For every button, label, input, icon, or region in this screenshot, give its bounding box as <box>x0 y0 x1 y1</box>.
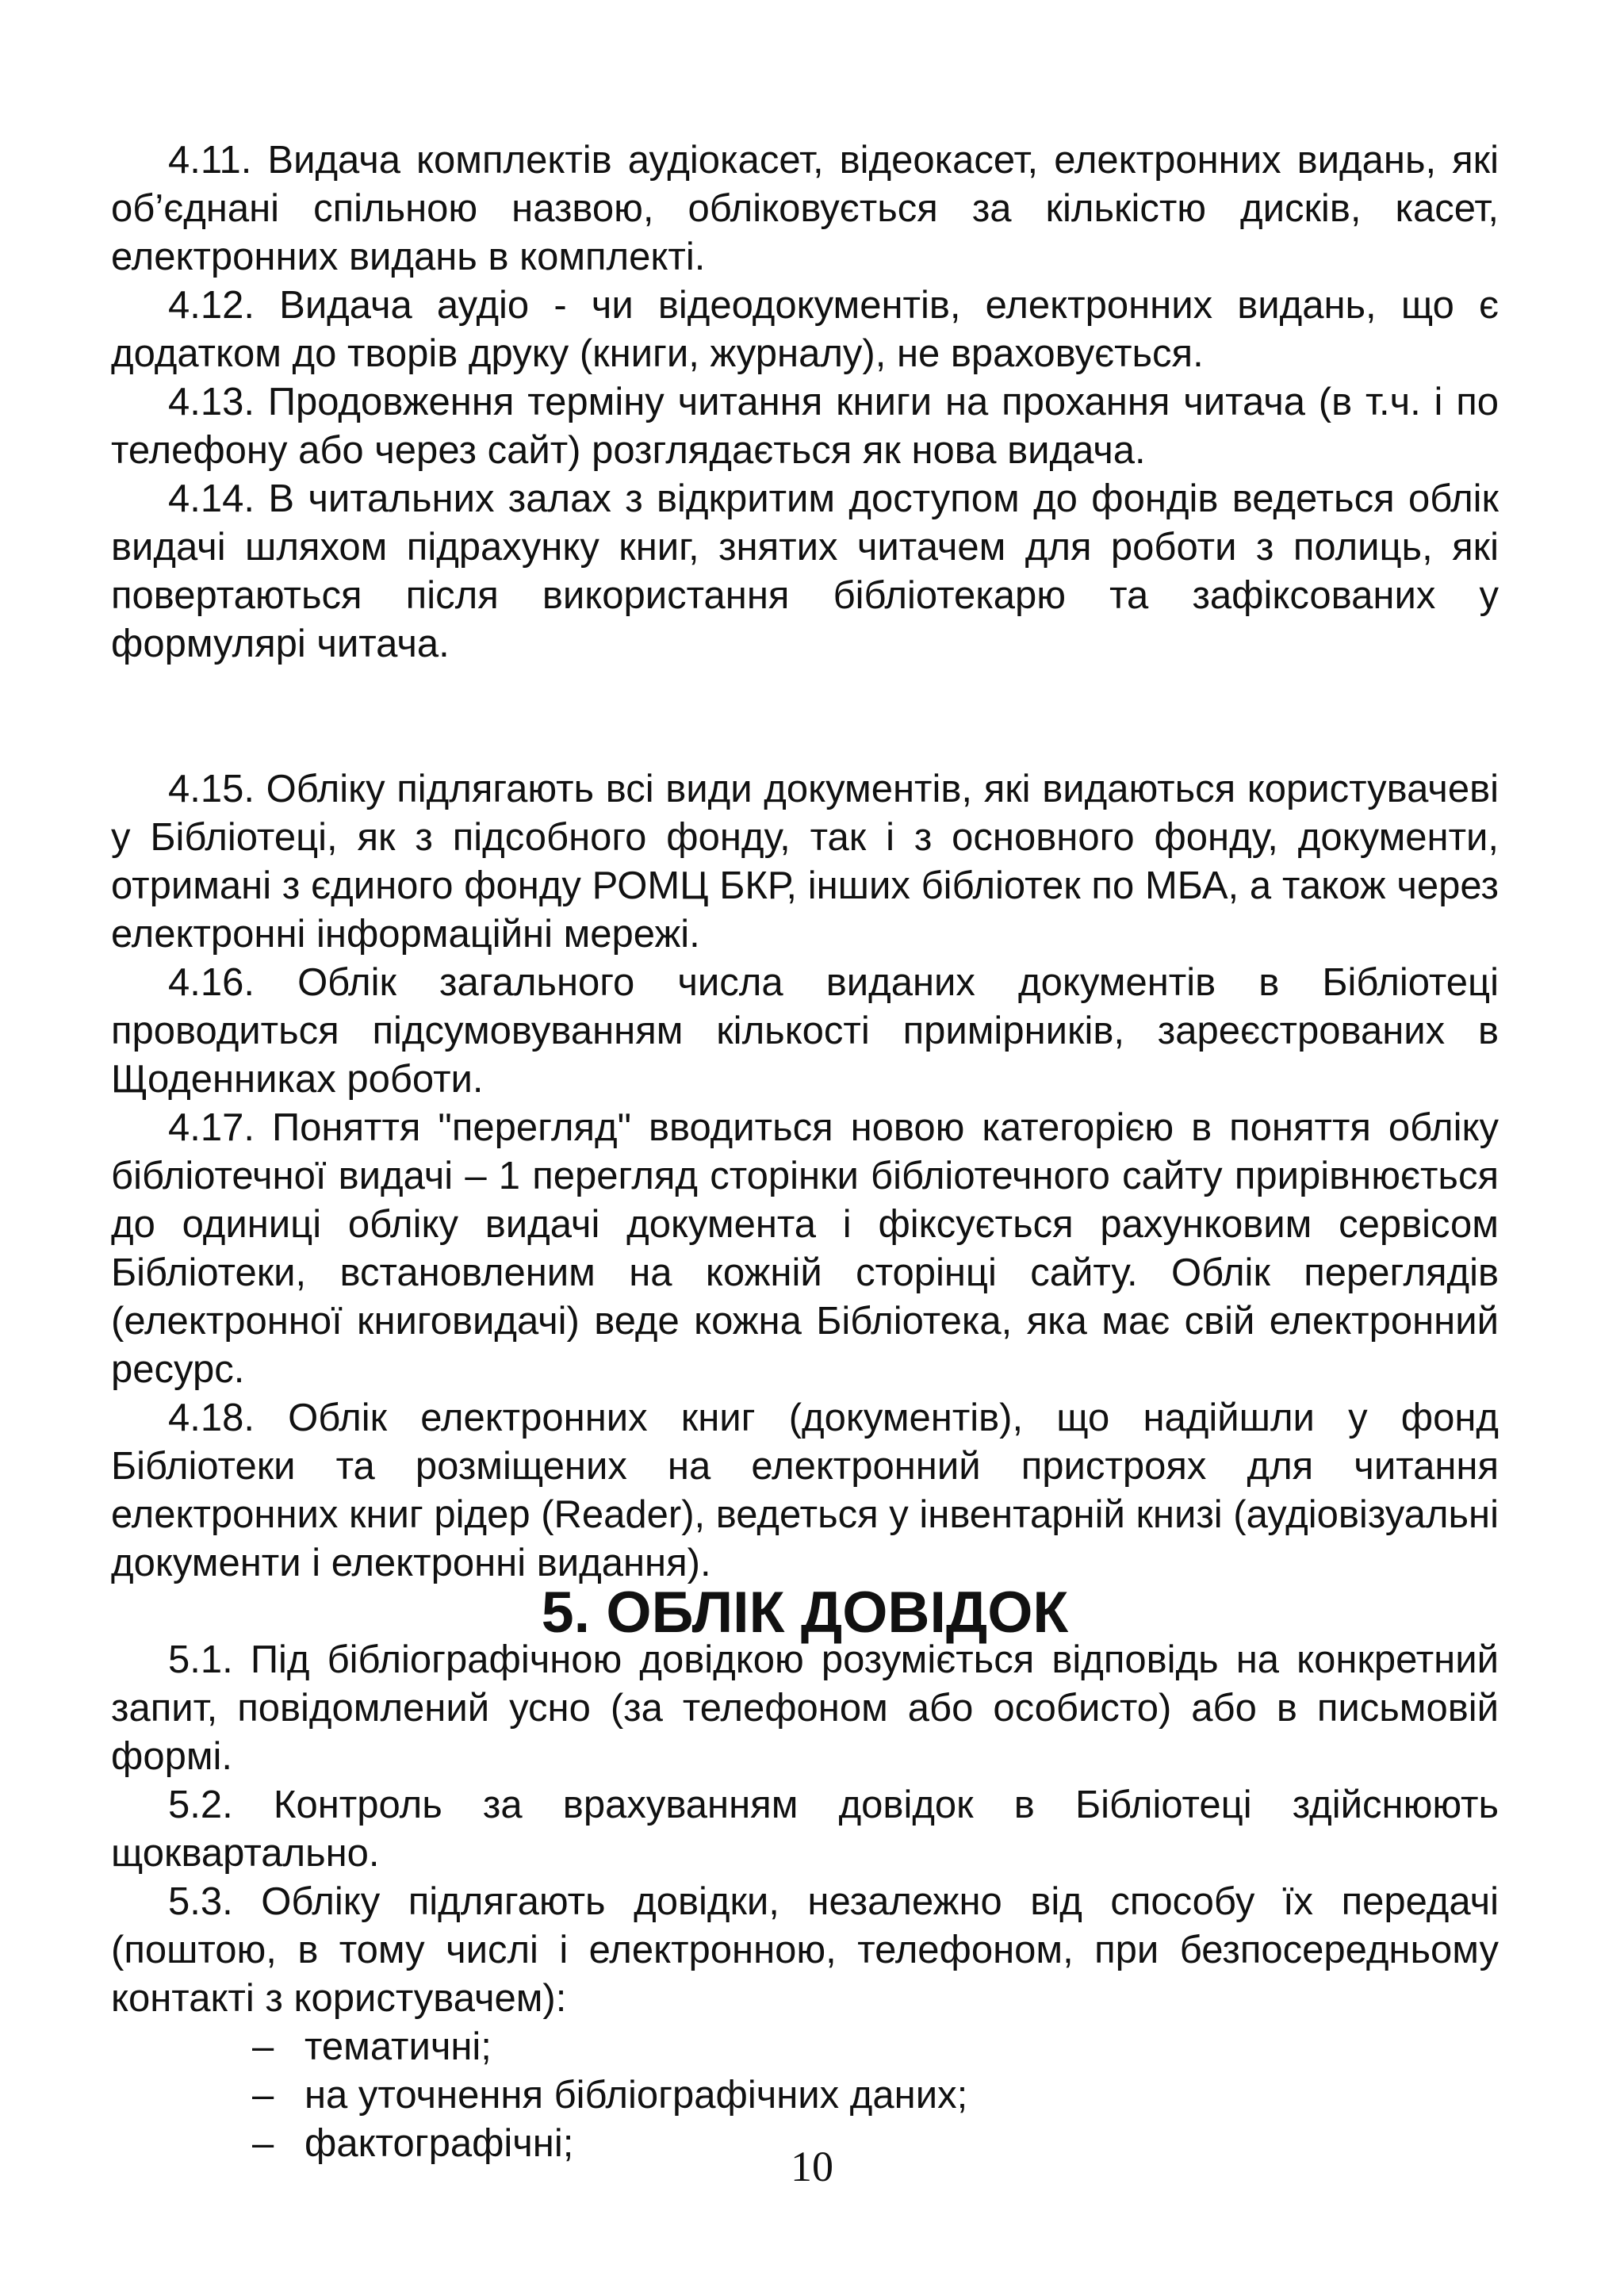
paragraph-4-16: 4.16. Облік загального числа виданих документів в Бібліотеці проводиться підсумовуванням кількості примірників, зареєстрованих в Щоденниках роботи. <box>111 961 1499 1101</box>
section-heading: 5. ОБЛІК ДОВІДОК <box>541 1579 1069 1645</box>
paragraph-4-14: 4.14. В читальних залах з відкритим доступом до фондів ведеться облік видачі шляхом підрахунку книг, знятих читачем для роботи з полиць, які повертаються після використання бібліотекарю та зафіксованих у формулярі читача. <box>111 477 1499 665</box>
list-item <box>252 2071 1499 2120</box>
paragraph-4-18: 4.18. Облік електронних книг (документів), що надійшли у фонд Бібліотеки та розміщених на електронний пристроях для читання електронних книг рідер (Reader), ведеться у інвентарній книзі (аудіовізуальні документи і електронні видання). <box>111 1397 1500 1584</box>
paragraph-5-3: 5.3. Обліку підлягають довідки, незалежно від способу їх передачі (поштою, в тому числі і електронною, телефоном, при безпосередньому контакті з користувачем): <box>111 1880 1499 2020</box>
list-item <box>252 2023 1499 2071</box>
list-item-text: на уточнення бібліографічних даних; <box>304 2074 968 2117</box>
paragraph-5-2: 5.2. Контроль за врахуванням довідок в Бібліотеці здійснюють щоквартально. <box>111 1784 1499 1875</box>
paragraph-4-15: 4.15. Обліку підлягають всі види документів, які видаються користувачеві у Бібліотеці, як з підсобного фонду, так і з основного фонду, документи, отримані з єдиного фонду РОМЦ БКР, інших бібліотек по МБА, а також через електронні інформаційні мережі. <box>111 768 1499 956</box>
document-page <box>111 136 1499 2168</box>
list-item-text: фактографічні; <box>304 2122 574 2165</box>
dash-bullet: – <box>252 2025 274 2068</box>
dash-bullet: – <box>252 2074 274 2117</box>
paragraph-4-11: 4.11. Видача комплектів аудіокасет, відеокасет, електронних видань, які об’єднані спільною назвою, обліковується за кількістю дисків, касет, електронних видань в комплекті. <box>111 139 1499 278</box>
page-number: 10 <box>791 2143 833 2190</box>
paragraph-4-13: 4.13. Продовження терміну читання книги на прохання читача (в т.ч. і по телефону або через сайт) розглядається як нова видача. <box>111 381 1499 472</box>
paragraph-4-17: 4.17. Поняття "перегляд" вводиться новою категорією в поняття обліку бібліотечної видачі – 1 перегляд сторінки бібліотечного сайту прирівнюється до одиниці обліку видачі документа і фіксується рахунковим сервісом Бібліотеки, встановленим на кожній сторінці сайту. Облік переглядів (електронної книговидачі) веде кожна Бібліотека, яка має свій електронний ресурс. <box>111 1106 1499 1391</box>
list-item-text: тематичні; <box>304 2025 492 2068</box>
dash-bullet: – <box>252 2122 274 2165</box>
paragraph-4-12: 4.12. Видача аудіо - чи відеодокументів, електронних видань, що є додатком до творів друку (книги, журналу), не враховується. <box>111 284 1499 375</box>
paragraph-5-1: 5.1. Під бібліографічною довідкою розуміється відповідь на конкретний запит, повідомлений усно (за телефоном або особисто) або в письмовій формі. <box>111 1638 1499 1778</box>
